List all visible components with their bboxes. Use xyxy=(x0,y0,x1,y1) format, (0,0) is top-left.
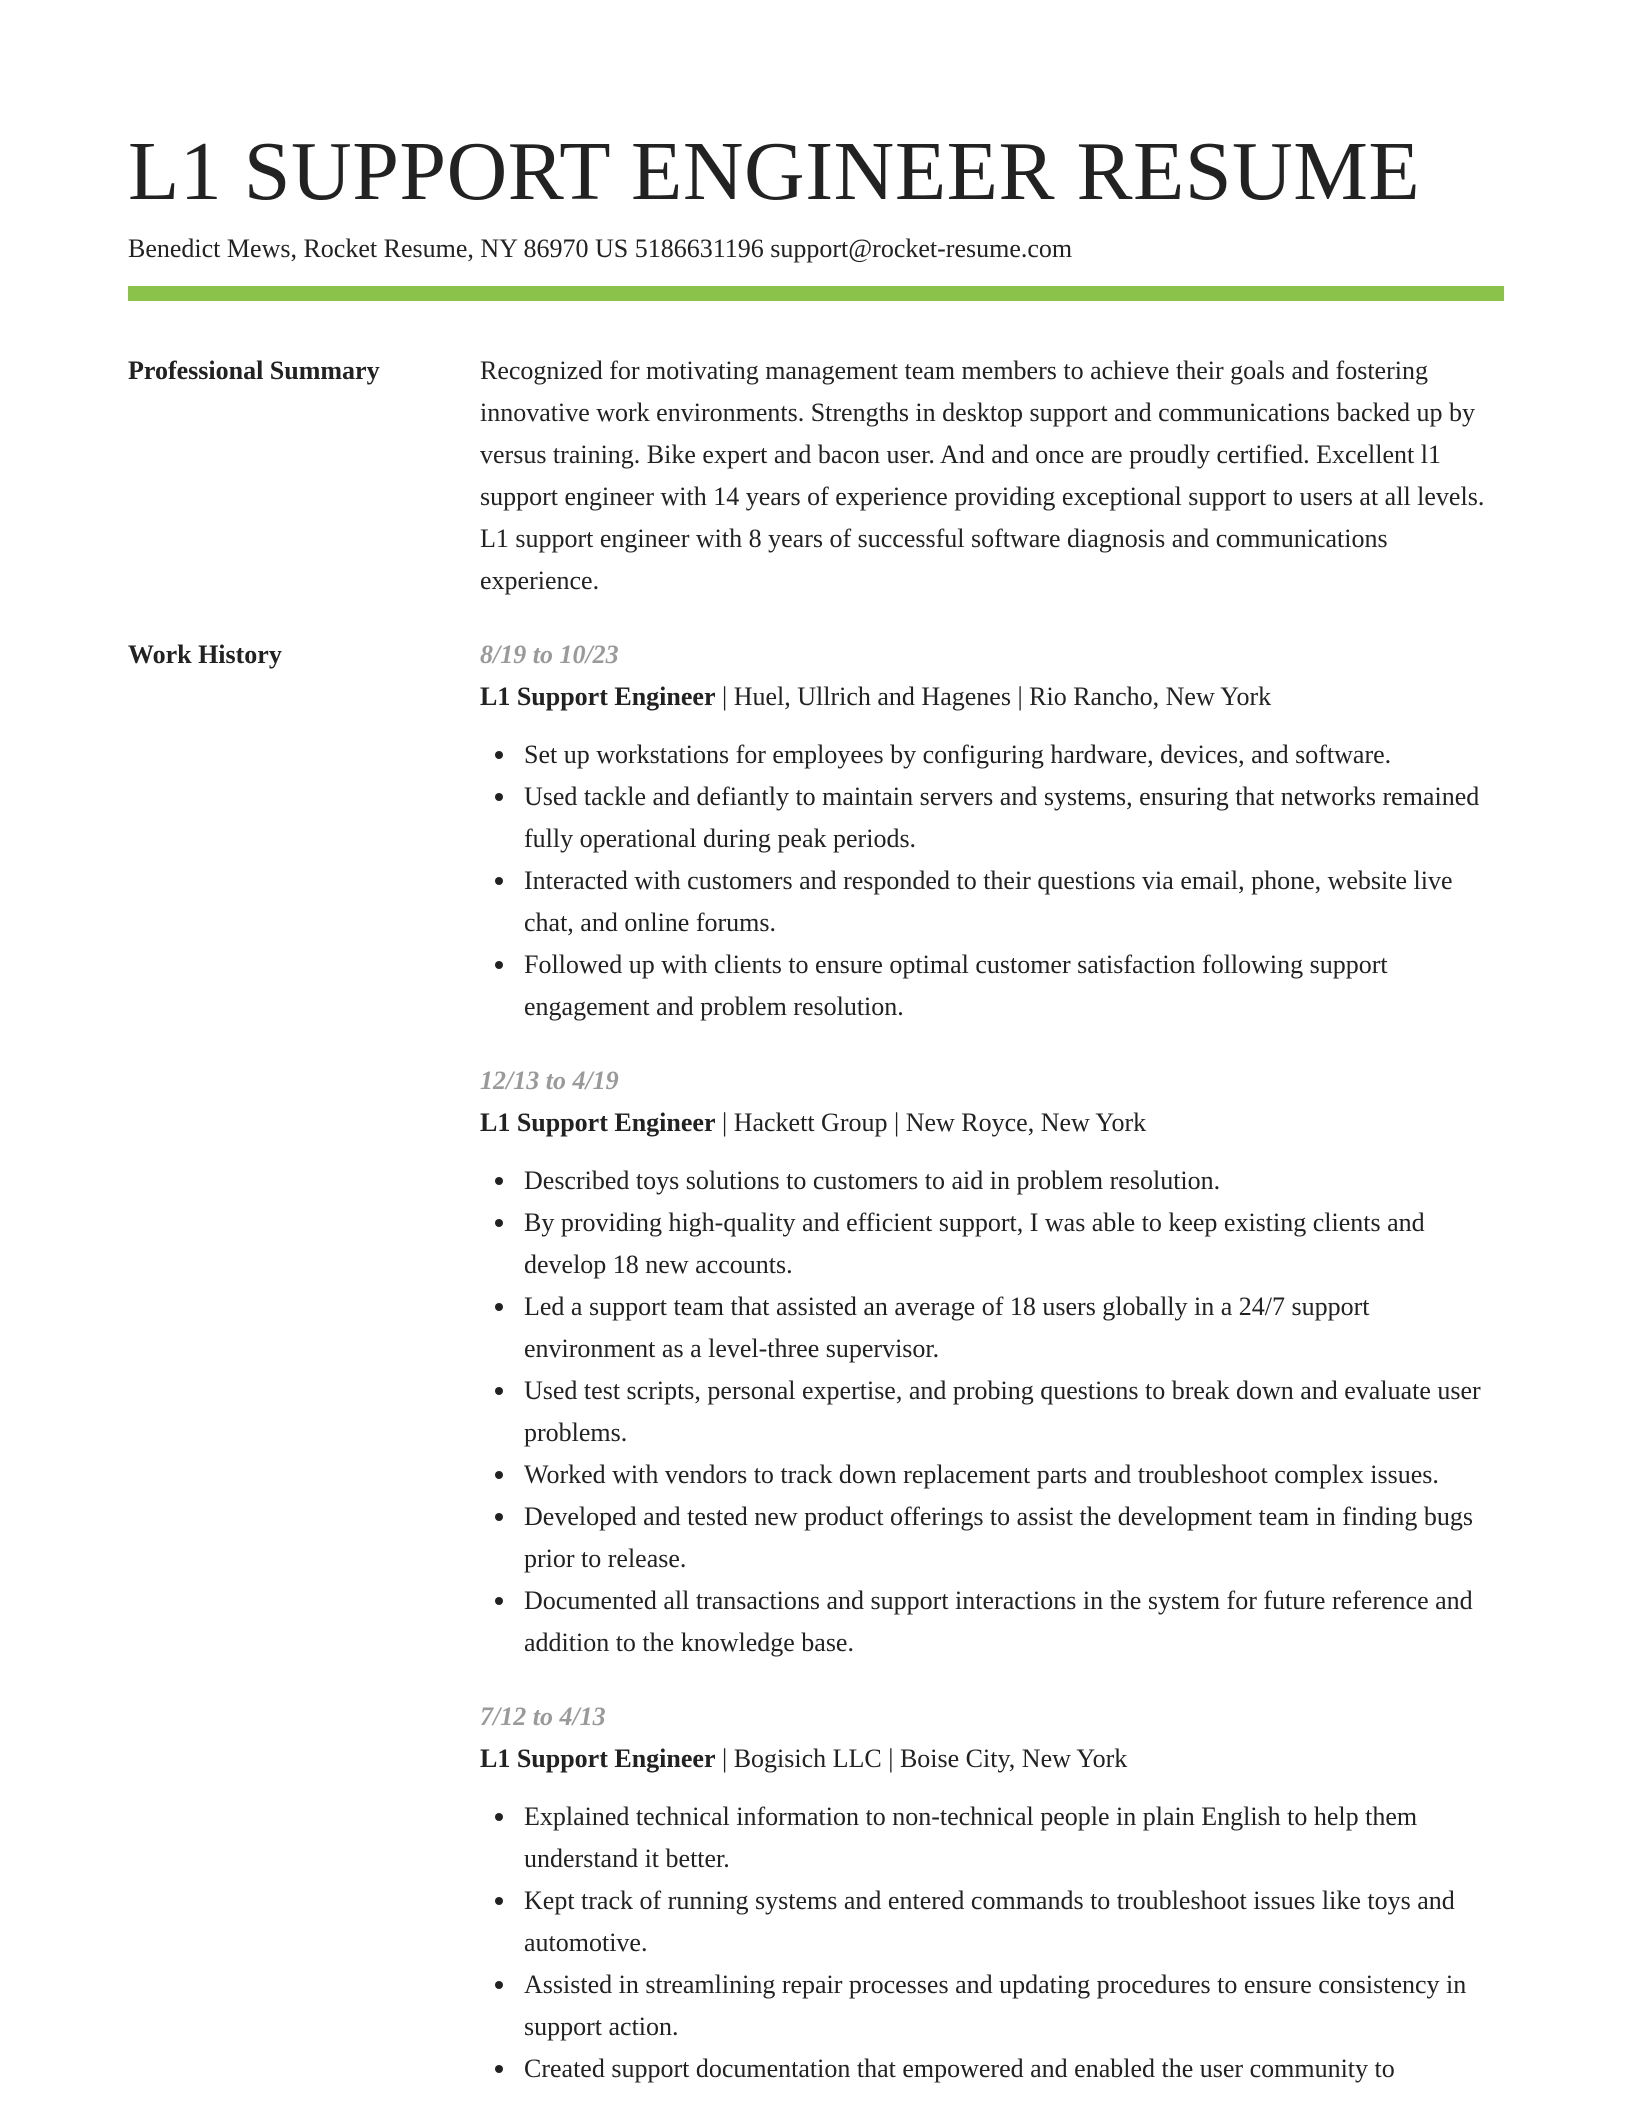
job-bullet-list xyxy=(480,1160,1504,1664)
job-bullet: Interacted with customers and responded to their questions via email, phone, website live chat, and online forums. xyxy=(524,860,1504,944)
summary-body xyxy=(480,350,1504,602)
job-heading xyxy=(480,676,1504,718)
job-entry xyxy=(480,1696,1504,2090)
job-bullet: Followed up with clients to ensure optimal customer satisfaction following support engagement and problem resolution. xyxy=(524,944,1504,1028)
job-bullet: Led a support team that assisted an average of 18 users globally in a 24/7 support environment as a level-three supervisor. xyxy=(524,1286,1504,1370)
job-bullet: Developed and tested new product offerings to assist the development team in finding bugs prior to release. xyxy=(524,1496,1504,1580)
job-employer-location: | Hackett Group | New Royce, New York xyxy=(715,1108,1147,1137)
job-bullet: Used tackle and defiantly to maintain servers and systems, ensuring that networks remained fully operational during peak periods. xyxy=(524,776,1504,860)
job-heading xyxy=(480,1738,1504,1780)
section-label-summary: Professional Summary xyxy=(128,356,380,385)
job-bullet: Described toys solutions to customers to aid in problem resolution. xyxy=(524,1160,1504,1202)
job-bullet: By providing high-quality and efficient support, I was able to keep existing clients and develop 18 new accounts. xyxy=(524,1202,1504,1286)
summary-text: Recognized for motivating management team members to achieve their goals and fostering innovative work environments. Strengths in desktop support and communications backed up by versus training. Bike expert and bacon user. And and once are proudly certified. Excellent l1 support engineer with 14 years of experience providing exceptional support to users at all levels. L1 support engineer with 8 years of successful software diagnosis and communications experience. xyxy=(480,356,1485,595)
contact-line: Benedict Mews, Rocket Resume, NY 86970 US 5186631196 support@rocket-resume.com xyxy=(128,234,1073,263)
job-title: L1 Support Engineer xyxy=(480,1108,716,1137)
job-bullet: Worked with vendors to track down replacement parts and troubleshoot complex issues. xyxy=(524,1454,1504,1496)
job-entry xyxy=(480,1060,1504,1664)
section-label-work-history: Work History xyxy=(128,640,282,669)
job-dates: 7/12 to 4/13 xyxy=(480,1702,606,1731)
job-bullet: Set up workstations for employees by configuring hardware, devices, and software. xyxy=(524,734,1504,776)
job-bullet-list xyxy=(480,1796,1504,2090)
job-title: L1 Support Engineer xyxy=(480,682,716,711)
job-dates: 12/13 to 4/19 xyxy=(480,1066,619,1095)
job-bullet: Documented all transactions and support interactions in the system for future reference and addition to the knowledge base. xyxy=(524,1580,1504,1664)
job-dates: 8/19 to 10/23 xyxy=(480,640,619,669)
work-history-body xyxy=(480,634,1504,2122)
job-employer-location: | Huel, Ullrich and Hagenes | Rio Rancho, New York xyxy=(715,682,1272,711)
job-bullet: Explained technical information to non-technical people in plain English to help them understand it better. xyxy=(524,1796,1504,1880)
job-bullet: Assisted in streamlining repair processes and updating procedures to ensure consistency in support action. xyxy=(524,1964,1504,2048)
job-bullet: Created support documentation that empowered and enabled the user community to xyxy=(524,2048,1504,2090)
job-title: L1 Support Engineer xyxy=(480,1744,716,1773)
job-bullet: Used test scripts, personal expertise, and probing questions to break down and evaluate user problems. xyxy=(524,1370,1504,1454)
job-bullet: Kept track of running systems and entered commands to troubleshoot issues like toys and automotive. xyxy=(524,1880,1504,1964)
job-heading xyxy=(480,1102,1504,1144)
resume-title: L1 SUPPORT ENGINEER RESUME xyxy=(128,125,1421,218)
job-bullet-list xyxy=(480,734,1504,1028)
job-entry xyxy=(480,634,1504,1028)
job-employer-location: | Bogisich LLC | Boise City, New York xyxy=(715,1744,1128,1773)
accent-divider xyxy=(128,286,1504,301)
